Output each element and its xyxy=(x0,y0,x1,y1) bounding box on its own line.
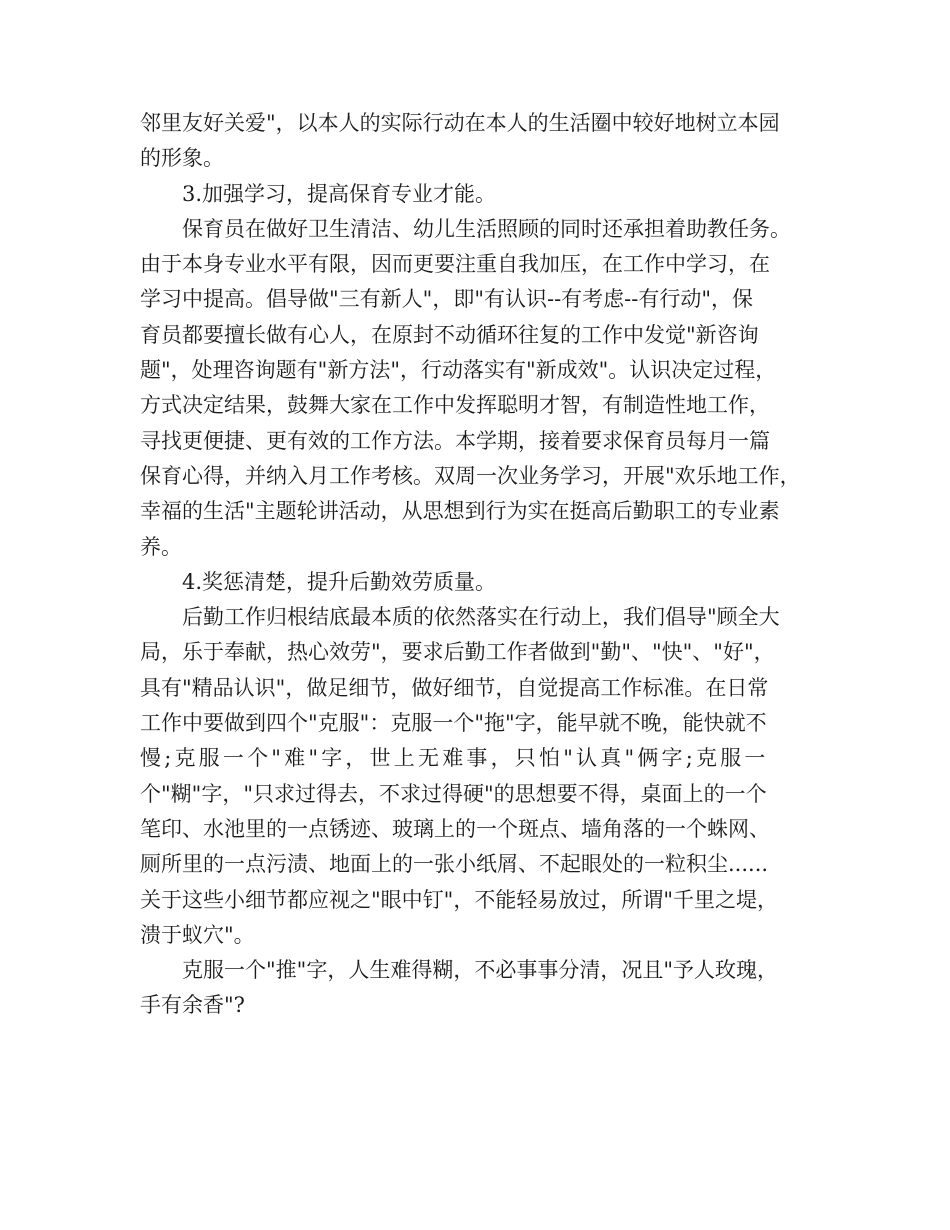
text-line: 邻里友好关爱"，以本人的实际行动在本人的生活圈中较好地树立本园 xyxy=(140,111,780,135)
text-line: 由于本身专业水平有限，因而更要注重自我加压，在工作中学习，在 xyxy=(140,252,770,277)
text-line: 养。 xyxy=(140,534,182,559)
section-heading: 3.加强学习，提高保育专业才能。 xyxy=(182,181,497,206)
text-line: 学习中提高。倡导做"三有新人"，即"有认识--有考虑--有行动"，保 xyxy=(140,287,754,312)
text-line: 方式决定结果，鼓舞大家在工作中发挥聪明才智，有制造性地工作， xyxy=(140,393,770,418)
text-line: 笔印、水池里的一点锈迹、玻璃上的一个斑点、墙角落的一个蛛网、 xyxy=(140,816,770,841)
text-line: 工作中要做到四个"克服"：克服一个"拖"字，能早就不晚，能快就不 xyxy=(140,711,767,736)
text-line: 溃于蚁穴"。 xyxy=(140,922,255,947)
text-line: 克服一个"推"字，人生难得糊，不必事事分清，况且"予人玫瑰， xyxy=(182,958,778,983)
section-heading: 4.奖惩清楚，提升后勤效劳质量。 xyxy=(182,569,497,594)
text-line: 厕所里的一点污渍、地面上的一张小纸屑、不起眼处的一粒积尘...... xyxy=(140,852,769,877)
text-line: 寻找更便捷、更有效的工作方法。本学期，接着要求保育员每月一篇 xyxy=(140,428,770,453)
text-line: 幸福的生活"主题轮讲活动，从思想到行为实在挺高后勤职工的专业素 xyxy=(140,499,780,524)
text-line: 关于这些小细节都应视之"眼中钉"，不能轻易放过，所谓"千里之堤， xyxy=(140,887,778,912)
text-line: 个"糊"字，"只求过得去，不求过得硬"的思想要不得，桌面上的一个 xyxy=(140,781,767,806)
document-body xyxy=(140,106,830,1024)
text-line: 局，乐于奉献，热心效劳"，要求后勤工作者做到"勤"、"快"、"好"， xyxy=(140,640,775,665)
text-line: 的形象。 xyxy=(140,146,224,171)
text-line: 保育心得，并纳入月工作考核。双周一次业务学习，开展"欢乐地工作， xyxy=(140,463,801,488)
text-line: 题"，处理咨询题有"新方法"，行动落实有"新成效"。认识决定过程， xyxy=(140,358,777,383)
text-line: 具有"精品认识"，做足细节，做好细节，自觉提高工作标准。在日常 xyxy=(140,675,769,700)
text-line: 后勤工作归根结底最本质的依然落实在行动上，我们倡导"顾全大 xyxy=(182,605,780,630)
text-line: 手有余香"? xyxy=(140,993,245,1018)
text-line: 育员都要擅长做有心人，在原封不动循环往复的工作中发觉"新咨询 xyxy=(140,322,759,347)
text-line: 慢;克服一个"难"字，世上无难事，只怕"认真"俩字;克服一 xyxy=(140,746,769,771)
text-line: 保育员在做好卫生清洁、幼儿生活照顾的同时还承担着助教任务。 xyxy=(182,216,791,241)
